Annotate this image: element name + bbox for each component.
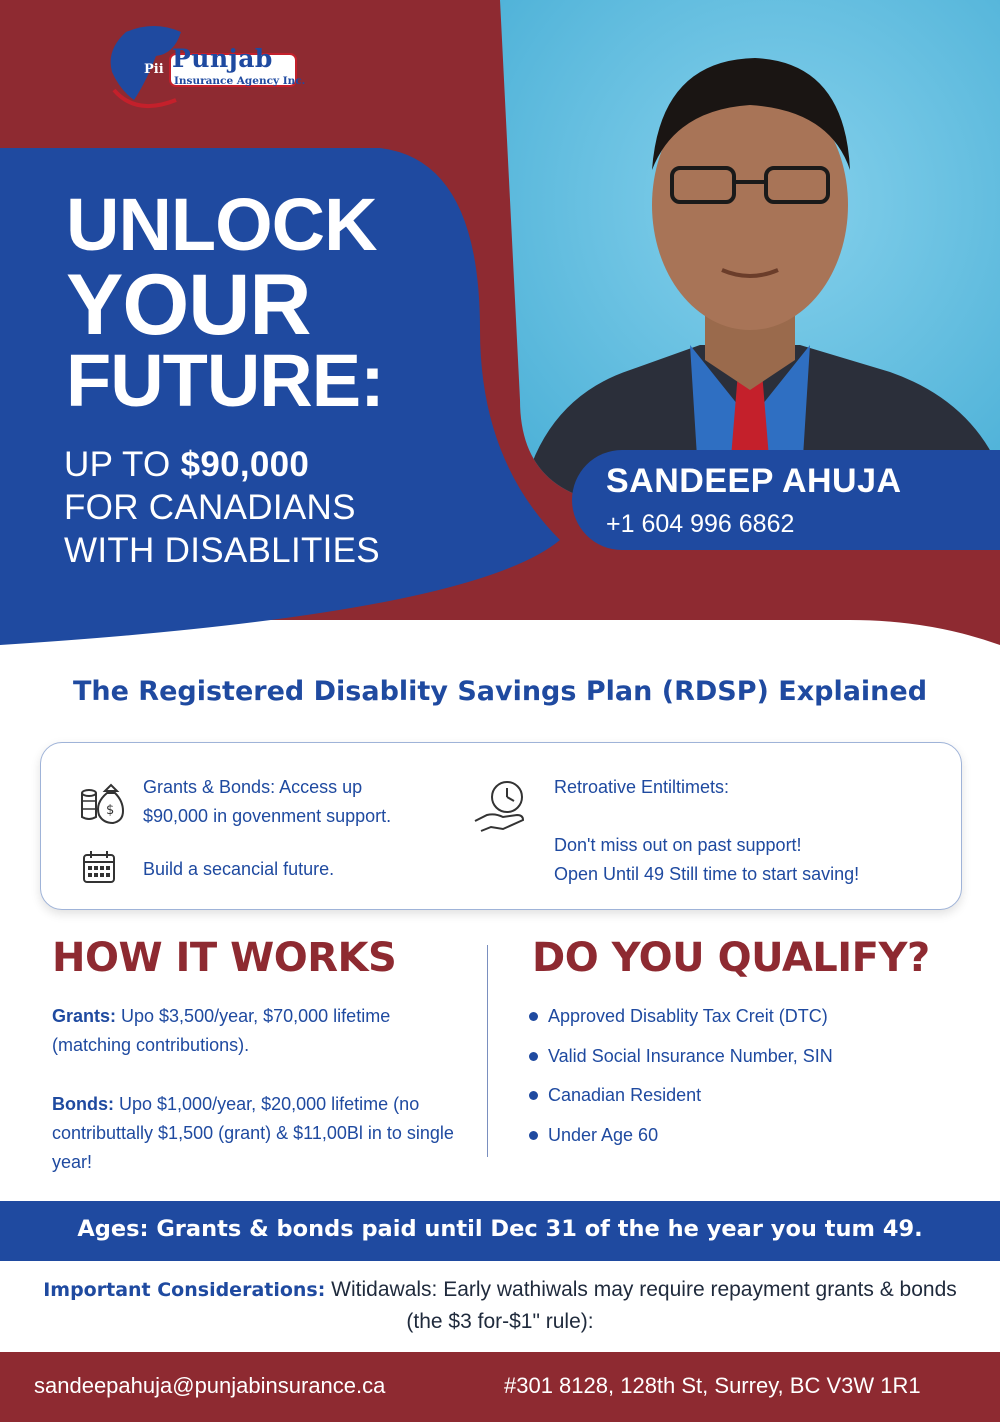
benefit-grants xyxy=(143,773,391,831)
logo-monogram: Pii xyxy=(144,62,164,77)
clock-hand-icon xyxy=(473,777,529,833)
benefits-box xyxy=(40,742,962,910)
qualify-heading: DO YOU QUALIFY? xyxy=(532,935,930,981)
list-item xyxy=(528,1002,833,1042)
list-item xyxy=(528,1042,833,1082)
benefit-grants-line-1: Grants & Bonds: Access up xyxy=(143,777,363,797)
bullet-dot-icon xyxy=(529,1091,538,1100)
hero-section xyxy=(0,0,1000,645)
subheadline-line-1 xyxy=(64,447,309,482)
grants-text: Upo $3,500/year, $70,000 lifetime (matching contributions). xyxy=(52,1006,391,1055)
bonds-paragraph xyxy=(52,1090,462,1177)
headline-line-3: FUTURE: xyxy=(66,339,384,422)
bullet-dot-icon xyxy=(529,1131,538,1140)
benefit-retroactive xyxy=(554,773,859,889)
grants-paragraph xyxy=(52,1002,462,1060)
how-it-works-heading: HOW IT WORKS xyxy=(52,935,397,981)
agent-name-card xyxy=(572,450,1000,550)
bullet-dot-icon xyxy=(529,1052,538,1061)
rdsp-title: The Registered Disablity Savings Plan (RDSP) Explained xyxy=(72,676,928,707)
benefit-grants-line-2: $90,000 in govenment support. xyxy=(143,806,392,826)
money-bag-coins-icon xyxy=(79,781,125,827)
ages-banner xyxy=(0,1201,1000,1261)
section-divider xyxy=(487,945,488,1157)
benefit-retroactive-line-2: Don't miss out on past support! xyxy=(554,835,802,855)
qualify-item-dtc: Approved Disablity Tax Creit (DTC) xyxy=(548,1006,828,1026)
svg-text:$: $ xyxy=(106,803,115,818)
agent-photo xyxy=(500,0,1000,505)
ages-text: Ages: Grants & bonds paid until Dec 31 of the he year you tum 49. xyxy=(77,1216,923,1242)
footer xyxy=(0,1352,1000,1422)
grants-label: Grants: xyxy=(52,1006,117,1026)
headline-line-2: YOUR xyxy=(66,257,311,353)
logo-subtitle: Insurance Agency Inc. xyxy=(174,75,306,87)
qualify-item-age: Under Age 60 xyxy=(548,1124,659,1145)
qualify-list xyxy=(528,1002,833,1160)
bonds-label: Bonds: xyxy=(52,1094,114,1114)
important-considerations xyxy=(40,1274,960,1337)
agent-phone[interactable]: +1 604 996 6862 xyxy=(606,510,795,538)
considerations-label: Important Considerations: xyxy=(43,1279,326,1301)
list-item xyxy=(528,1121,833,1161)
benefit-retroactive-line-3: Open Until 49 Still time to start saving! xyxy=(554,864,860,884)
bonds-text: Upo $1,000/year, $20,000 lifetime (no contributtally $1,500 (grant) & $11,00Bl in to single year! xyxy=(52,1094,454,1172)
considerations-text: Witidawals: Early wathiwals may require repayment grants & bonds (the $3 for-$1" rule): xyxy=(325,1278,957,1333)
list-item xyxy=(528,1081,833,1121)
qualify-item-resident: Canadian Resident xyxy=(548,1085,702,1105)
benefit-future: Build a secancial future. xyxy=(143,859,335,879)
qualify-item-sin: Valid Social Insurance Number, SIN xyxy=(548,1045,833,1066)
footer-address: #301 8128, 128th St, Surrey, BC V3W 1R1 xyxy=(504,1373,921,1398)
subheadline-amount: $90,000 xyxy=(180,445,310,484)
subheadline-line-2: FOR CANADIANS xyxy=(64,488,356,527)
agent-name: SANDEEP AHUJA xyxy=(606,462,902,500)
bullet-dot-icon xyxy=(529,1012,538,1021)
benefit-retroactive-title: Retroative Entiltimets: xyxy=(554,777,730,797)
calendar-icon xyxy=(81,849,117,885)
logo-wordmark: Punjab xyxy=(172,44,273,73)
headline-line-1: UNLOCK xyxy=(66,183,377,266)
subheadline-line-3: WITH DISABLITIES xyxy=(64,531,380,570)
subheadline-prefix: UP TO xyxy=(64,445,181,484)
footer-email-link[interactable]: sandeepahuja@punjabinsurance.ca xyxy=(34,1373,386,1398)
